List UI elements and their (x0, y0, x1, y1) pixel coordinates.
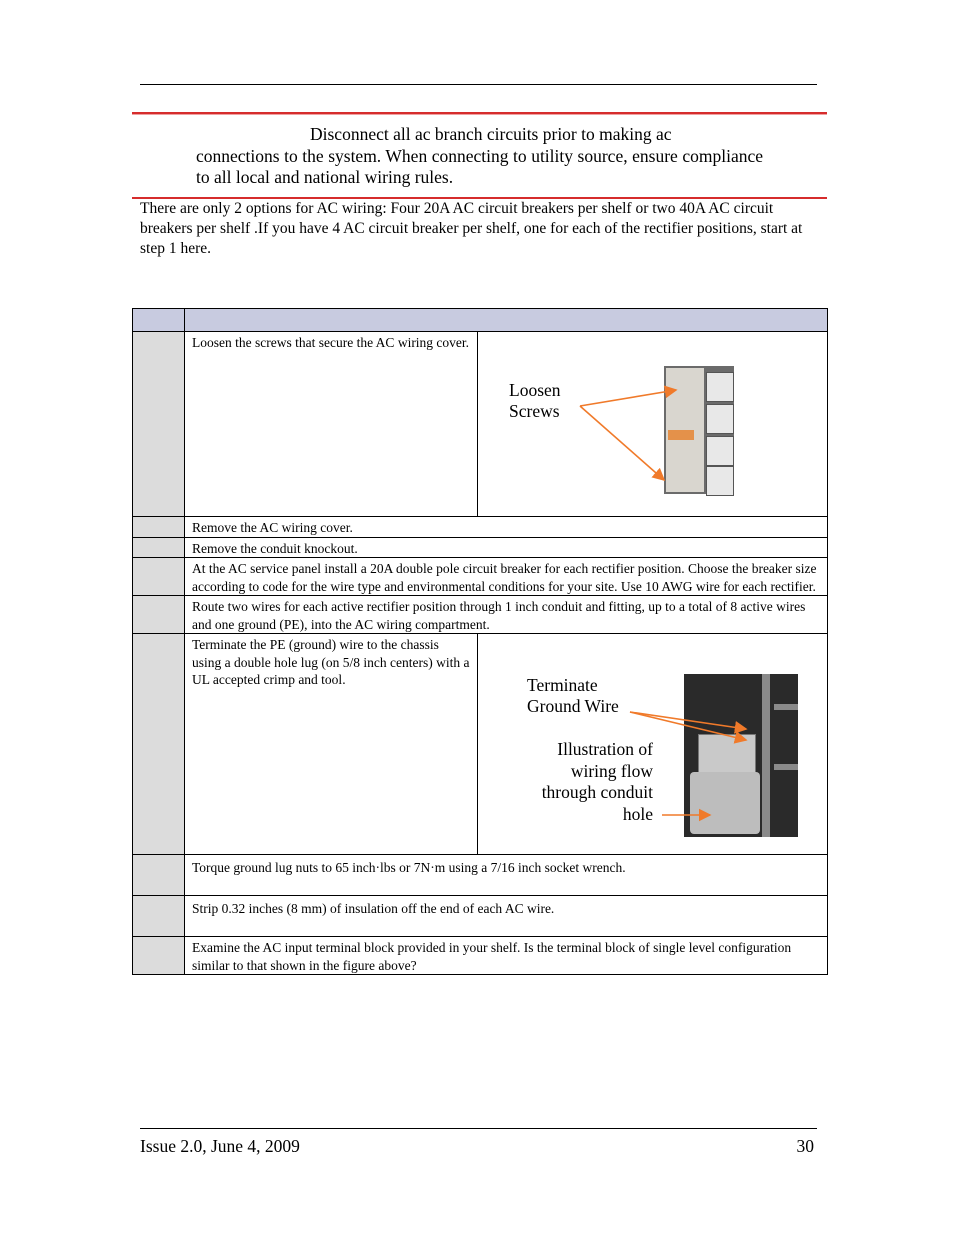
step-number-cell (133, 517, 185, 538)
step-text: Remove the AC wiring cover. (185, 517, 828, 538)
terminate-label-1: Terminate (527, 675, 598, 695)
step-number-cell (133, 558, 185, 596)
loosen-label-1: Loosen (509, 380, 561, 400)
table-row (133, 896, 828, 937)
step-number-cell (133, 332, 185, 517)
footer-page-number: 30 (796, 1136, 814, 1156)
loosen-screws-figure (478, 332, 828, 517)
step-number-cell (133, 634, 185, 855)
header-step-cell (133, 309, 185, 332)
illustration-label-4: hole (622, 804, 653, 824)
illustration-label-3: through conduit (541, 782, 653, 802)
footer-issue: Issue 2.0, June 4, 2009 (140, 1136, 300, 1156)
footer-rule (140, 1128, 817, 1129)
steps-table (132, 308, 828, 975)
step-number-cell (133, 896, 185, 937)
table-row (133, 596, 828, 634)
table-row (133, 332, 828, 517)
step-text: Terminate the PE (ground) wire to the chassis using a double hole lug (on 5/8 inch centers) with a UL accepted crimp and tool. (185, 634, 478, 855)
step-text: Examine the AC input terminal block provided in your shelf. Is the terminal block of single level configuration similar to that shown in the figure above? (185, 937, 828, 975)
step-text: Route two wires for each active rectifier position through 1 inch conduit and fitting, up to a total of 8 active wires and one ground (PE), into the AC wiring compartment. (185, 596, 828, 634)
header-action-cell (185, 309, 828, 332)
warning-note (196, 124, 763, 189)
table-row (133, 855, 828, 896)
terminate-ground-figure (478, 634, 828, 855)
header-rule (140, 84, 817, 85)
warning-line-1: Disconnect all ac branch circuits prior to making ac (310, 124, 672, 144)
step-text: Torque ground lug nuts to 65 inch·lbs or 7N·m using a 7/16 inch socket wrench. (185, 855, 828, 896)
step-number-cell (133, 855, 185, 896)
warning-rest: connections to the system. When connecting to utility source, ensure compliance to all local and national wiring rules. (196, 145, 763, 187)
step-text: At the AC service panel install a 20A double pole circuit breaker for each rectifier position. Choose the breaker size according to code for the wire type and environmental conditions for your site. Use 10 AWG wire for each rectifier. (185, 558, 828, 596)
table-row (133, 634, 828, 855)
step-number-cell (133, 537, 185, 558)
terminate-label-2: Ground Wire (527, 696, 619, 716)
loosen-arrows (478, 332, 828, 514)
loosen-label-2: Screws (509, 401, 560, 421)
step-number-cell (133, 937, 185, 975)
intro-paragraph: There are only 2 options for AC wiring: Four 20A AC circuit breakers per shelf or two 40A AC circuit breakers per shelf .If you have 4 AC circuit breaker per shelf, one for each of the rectifier positions, start at step 1 here. (140, 200, 803, 257)
table-row (133, 558, 828, 596)
illustration-label-2: wiring flow (570, 761, 653, 781)
step-text: Strip 0.32 inches (8 mm) of insulation off the end of each AC wire. (185, 896, 828, 937)
table-row (133, 537, 828, 558)
step-text: Loosen the screws that secure the AC wiring cover. (185, 332, 478, 517)
step-number-cell (133, 596, 185, 634)
table-header-row (133, 309, 828, 332)
illustration-label-1: Illustration of (557, 739, 653, 759)
warning-top-rule (132, 112, 827, 115)
table-row (133, 937, 828, 975)
step-text: Remove the conduit knockout. (185, 537, 828, 558)
table-row (133, 517, 828, 538)
terminate-arrows (478, 634, 828, 852)
